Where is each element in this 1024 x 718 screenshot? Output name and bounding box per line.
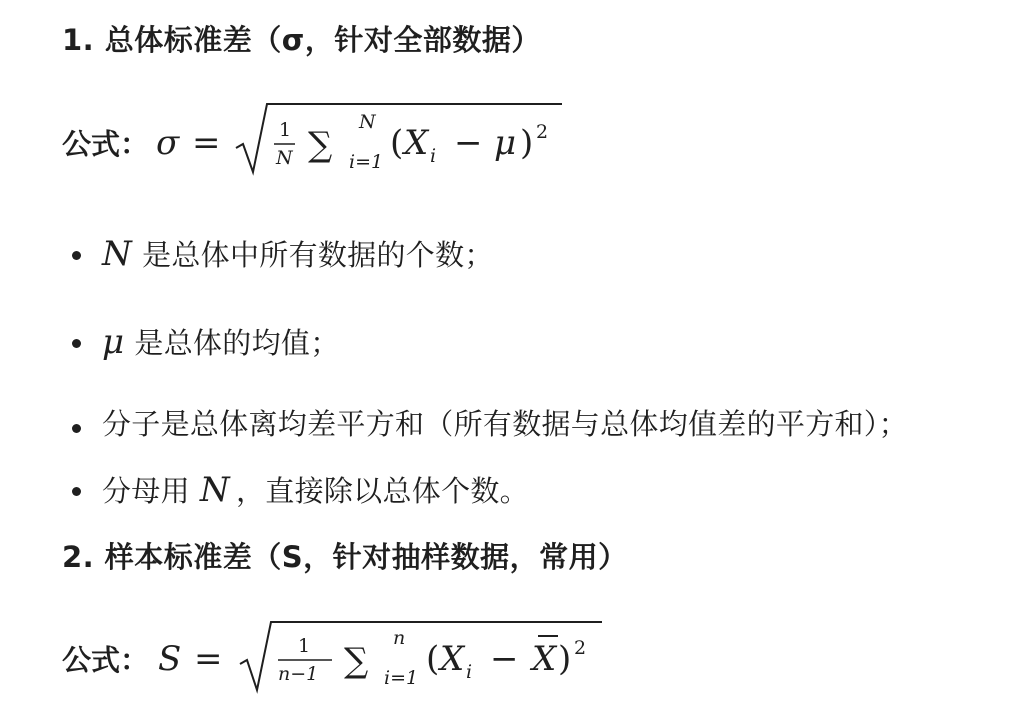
- math-variable: N: [199, 470, 230, 510]
- fraction-numerator: 1: [298, 635, 311, 657]
- sigma-symbol: σ: [156, 123, 180, 163]
- close-paren: ): [558, 639, 572, 679]
- fraction-denominator: N: [276, 147, 293, 169]
- variable-x: X: [440, 639, 465, 679]
- list-item-text: 是总体的均值；: [134, 326, 340, 360]
- sum-lower-limit: i=1: [384, 667, 419, 689]
- variable-x-subscript: i: [430, 145, 437, 167]
- math-variable: μ: [102, 322, 125, 362]
- fraction-denominator: n−1: [278, 663, 319, 685]
- close-paren: ): [520, 123, 534, 163]
- list-item-text: ，直接除以总体个数。: [235, 474, 529, 508]
- list-item-text: 分子是总体离均差平方和（所有数据与总体均值差的平方和）；: [102, 407, 908, 441]
- exponent: 2: [574, 637, 587, 659]
- sum-upper-limit: n: [393, 627, 406, 649]
- summation-symbol: ∑: [344, 641, 369, 681]
- equals-sign: =: [192, 123, 221, 163]
- variable-x: X: [404, 123, 429, 163]
- sum-lower-limit: i=1: [349, 151, 384, 173]
- bullet-dot: [72, 424, 81, 433]
- list-item-text: 分母用: [102, 474, 190, 508]
- equals-sign: =: [194, 639, 223, 679]
- section-2-heading: 2. 样本标准差（S，针对抽样数据，常用）: [62, 540, 628, 574]
- list-item-text: 是总体中所有数据的个数；: [142, 238, 494, 272]
- exponent: 2: [536, 121, 549, 143]
- variable-x-subscript: i: [466, 661, 473, 683]
- open-paren: (: [390, 123, 404, 163]
- sample-sd-equation: [62, 618, 622, 702]
- minus-sign: −: [490, 639, 519, 679]
- bullet-dot: [72, 251, 81, 260]
- population-sd-equation: [62, 102, 582, 186]
- open-paren: (: [426, 639, 440, 679]
- s-symbol: S: [158, 639, 182, 679]
- formula-label: 公式：: [62, 127, 150, 161]
- section-1-heading: 1. 总体标准差（σ，针对全部数据）: [62, 23, 541, 57]
- bullet-dot: [72, 339, 81, 348]
- summation-symbol: ∑: [308, 125, 333, 165]
- fraction-numerator: 1: [279, 119, 292, 141]
- math-variable: N: [102, 234, 133, 274]
- sum-upper-limit: N: [359, 111, 376, 133]
- sample-mean-x: X: [532, 639, 557, 679]
- mu-symbol: μ: [494, 123, 517, 163]
- minus-sign: −: [454, 123, 483, 163]
- formula-label: 公式：: [62, 643, 150, 677]
- bullet-dot: [72, 487, 81, 496]
